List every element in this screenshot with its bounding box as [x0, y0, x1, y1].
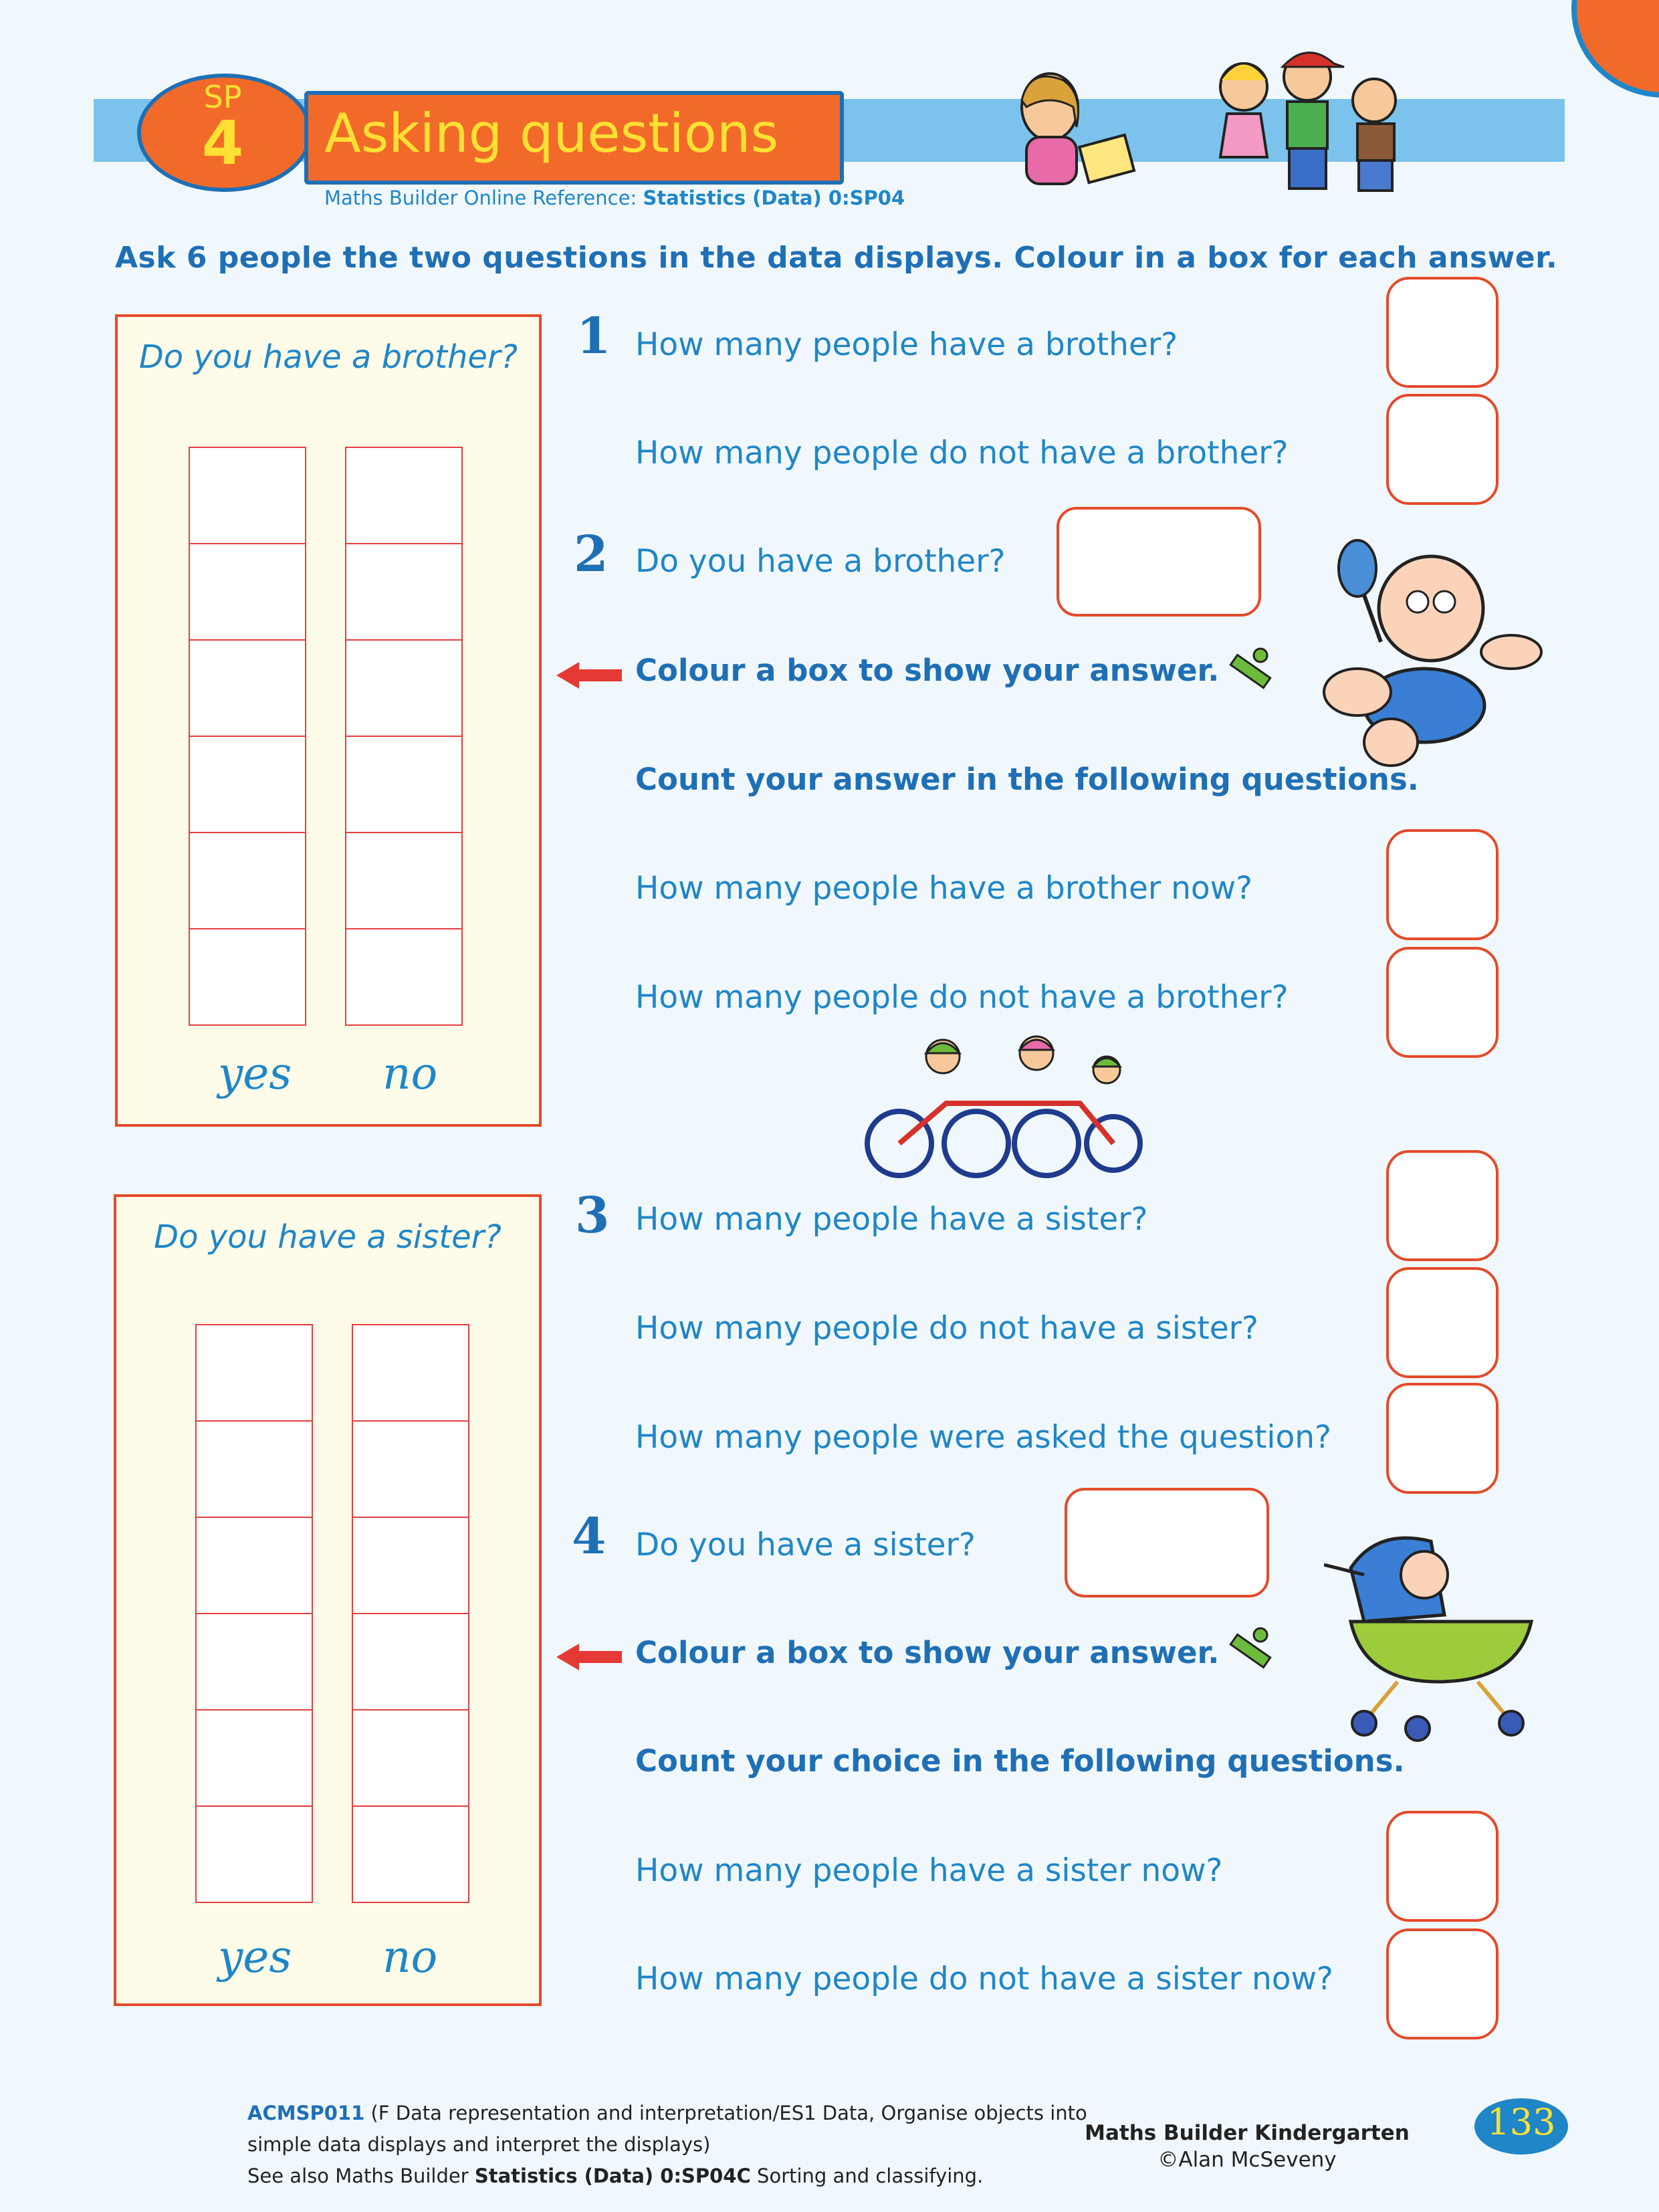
yes-label: yes [218, 1931, 292, 1983]
yes-label: yes [218, 1048, 292, 1099]
see-also-prefix: See also Maths Builder [247, 2165, 475, 2187]
tally-box[interactable] [352, 1517, 469, 1614]
curriculum-footnote [247, 2098, 1087, 2192]
q3-answer-box-b[interactable] [1386, 1267, 1499, 1378]
tally-box[interactable] [195, 1709, 313, 1807]
tally-box[interactable] [345, 832, 463, 929]
q4-answer-box-b[interactable] [1386, 1811, 1499, 1922]
curriculum-text-1: (F Data representation and interpretation/ES1 Data, Organise objects into [364, 2102, 1087, 2124]
tally-box[interactable] [195, 1613, 313, 1710]
q3-text-a: How many people have a sister? [635, 1201, 1148, 1238]
q3-text-c: How many people were asked the question? [635, 1419, 1331, 1456]
tally-box[interactable] [189, 447, 306, 544]
q4-answer-box-a[interactable] [1065, 1488, 1269, 1597]
question-number-2: 2 [574, 526, 609, 583]
tally-box[interactable] [189, 736, 306, 833]
three-children-illustration [1210, 40, 1411, 201]
q1-text-a: How many people have a brother? [635, 326, 1178, 363]
instruction: Ask 6 people the two questions in the data displays. Colour in a box for each answer. [115, 241, 1558, 275]
q4-answer-box-c[interactable] [1386, 1928, 1499, 2039]
see-also-suffix: Sorting and classifying. [750, 2165, 984, 2187]
q2-answer-box-c[interactable] [1386, 947, 1499, 1058]
online-reference [324, 187, 905, 209]
tally-box[interactable] [345, 928, 463, 1026]
q2-text-c: How many people do not have a brother? [635, 979, 1289, 1016]
tally-box[interactable] [352, 1613, 469, 1710]
tally-box[interactable] [195, 1324, 313, 1422]
left-arrow-icon [556, 662, 622, 689]
tally-box[interactable] [352, 1420, 469, 1518]
pencil-icon [1224, 645, 1284, 699]
tally-box[interactable] [189, 928, 306, 1026]
curriculum-code: ACMSP011 [247, 2102, 365, 2124]
q1-answer-box-a[interactable] [1386, 277, 1499, 388]
tally-box[interactable] [195, 1420, 313, 1518]
brother-no-column [345, 448, 463, 1026]
q1-answer-box-b[interactable] [1386, 394, 1499, 505]
q1-text-b: How many people do not have a brother? [635, 435, 1289, 471]
brother-display-question: Do you have a brother? [138, 338, 518, 376]
tally-box[interactable] [345, 639, 463, 737]
q2-count-instruction: Count your answer in the following questions. [635, 762, 1419, 797]
no-label: no [382, 1048, 438, 1099]
question-number-3: 3 [575, 1187, 610, 1244]
q3-answer-box-c[interactable] [1386, 1383, 1499, 1494]
reference-code: Statistics (Data) 0:SP04 [643, 187, 905, 209]
girl-with-notepad-illustration [990, 67, 1137, 194]
sister-yes-column [195, 1325, 313, 1903]
page-title: Asking questions [324, 102, 779, 164]
q3-text-b: How many people do not have a sister? [635, 1310, 1258, 1347]
tally-box[interactable] [189, 543, 306, 641]
sister-data-display [114, 1194, 542, 2006]
pencil-icon [1224, 1625, 1284, 1678]
q2-text-b: How many people have a brother now? [635, 870, 1253, 907]
tally-box[interactable] [189, 639, 306, 737]
left-arrow-icon [556, 1644, 622, 1670]
question-number-4: 4 [572, 1508, 606, 1565]
see-also-code: Statistics (Data) 0:SP04C [474, 2165, 751, 2187]
tally-box[interactable] [352, 1709, 469, 1807]
tally-box[interactable] [345, 736, 463, 833]
family-on-tandem-bicycle-illustration [859, 1030, 1147, 1180]
tally-box[interactable] [195, 1805, 313, 1903]
q2-text-a: Do you have a brother? [635, 543, 1006, 580]
q4-count-instruction: Count your choice in the following questions. [635, 1743, 1405, 1779]
book-title: Maths Builder Kindergarten [1085, 2121, 1410, 2145]
question-number-1: 1 [576, 308, 611, 365]
tally-box[interactable] [352, 1324, 469, 1422]
book-credit [1070, 2120, 1424, 2173]
baby-in-pram-illustration [1324, 1528, 1551, 1742]
q4-colour-instruction: Colour a box to show your answer. [635, 1635, 1220, 1670]
section-label: SP [203, 79, 242, 115]
q4-text-a: Do you have a sister? [635, 1527, 976, 1563]
curriculum-text-2: simple data displays and interpret the displays) [247, 2133, 711, 2156]
section-number: 4 [201, 108, 244, 179]
brother-yes-column [189, 448, 306, 1026]
corner-decoration [1571, 0, 1659, 98]
q3-answer-box-a[interactable] [1386, 1150, 1499, 1261]
tally-box[interactable] [345, 543, 463, 641]
brother-data-display [115, 314, 542, 1127]
tally-box[interactable] [352, 1805, 469, 1903]
reference-prefix: Maths Builder Online Reference: [324, 187, 643, 209]
tally-box[interactable] [189, 832, 306, 929]
sister-display-question: Do you have a sister? [154, 1218, 502, 1256]
q2-answer-box-b[interactable] [1386, 829, 1499, 940]
tally-box[interactable] [195, 1517, 313, 1614]
q4-text-b: How many people have a sister now? [635, 1852, 1223, 1889]
copyright: ©Alan McSeveny [1157, 2148, 1337, 2172]
q2-answer-box-a[interactable] [1057, 507, 1261, 617]
q2-colour-instruction: Colour a box to show your answer. [635, 653, 1220, 688]
no-label: no [382, 1931, 438, 1983]
tally-box[interactable] [345, 447, 463, 544]
sister-no-column [352, 1325, 469, 1903]
baby-with-rattle-illustration [1317, 528, 1551, 776]
q4-text-c: How many people do not have a sister now? [635, 1961, 1333, 1997]
page-number: 133 [1486, 2101, 1556, 2143]
